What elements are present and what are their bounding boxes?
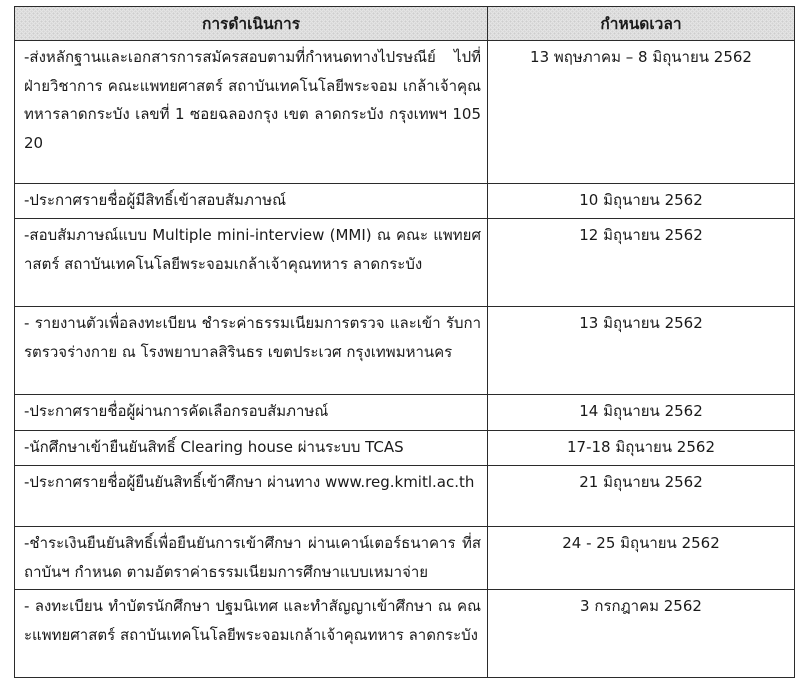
row-action: -นักศึกษาเข้ายืนยันสิทธิ์ Clearing house ผ่านระบบ TCAS (15, 431, 488, 466)
row-date: 21 มิถุนายน 2562 (488, 466, 795, 527)
table-row (15, 41, 795, 184)
table-header-row (15, 7, 795, 41)
row-action: - รายงานตัวเพื่อลงทะเบียน ชำระค่าธรรมเนียมการตรวจ และเข้า รับการตรวจร่างกาย ณ โรงพยาบาลสิรินธร เขตประเวศ กรุงเทพมหานคร (15, 307, 488, 395)
row-action: -ชำระเงินยืนยันสิทธิ์เพื่อยืนยันการเข้าศึกษา ผ่านเคาน์เตอร์ธนาคาร ที่สถาบันฯ กำหนด ตามอัตราค่าธรรมเนียมการศึกษาแบบเหมาจ่าย (15, 527, 488, 590)
schedule-document (14, 6, 794, 678)
row-action: -ส่งหลักฐานและเอกสารการสมัครสอบตามที่กำหนดทางไปรษณีย์ ไปที่ ฝ่ายวิชาการ คณะแพทยศาสตร์ สถาบันเทคโนโลยีพระจอม เกล้าเจ้าคุณทหารลาดกระบัง เลขที่ 1 ซอยฉลองกรุง เขต ลาดกระบัง กรุงเทพฯ 10520 (15, 41, 488, 184)
row-date: 12 มิถุนายน 2562 (488, 219, 795, 307)
table-row (15, 184, 795, 219)
row-date: 24 - 25 มิถุนายน 2562 (488, 527, 795, 590)
table-row (15, 431, 795, 466)
table-row (15, 307, 795, 395)
row-action: -สอบสัมภาษณ์แบบ Multiple mini-interview (MMI) ณ คณะ แพทยศาสตร์ สถาบันเทคโนโลยีพระจอมเกล้าเจ้าคุณทหาร ลาดกระบัง (15, 219, 488, 307)
table-row (15, 527, 795, 590)
row-action: - ลงทะเบียน ทำบัตรนักศึกษา ปฐมนิเทศ และทำสัญญาเข้าศึกษา ณ คณะแพทยศาสตร์ สถาบันเทคโนโลยีพระจอมเกล้าเจ้าคุณทหาร ลาดกระบัง (15, 590, 488, 678)
row-action: -ประกาศรายชื่อผู้มีสิทธิ์เข้าสอบสัมภาษณ์ (15, 184, 488, 219)
header-action: การดำเนินการ (15, 7, 488, 41)
schedule-table (14, 6, 795, 678)
row-date: 17-18 มิถุนายน 2562 (488, 431, 795, 466)
header-date: กำหนดเวลา (488, 7, 795, 41)
row-action: -ประกาศรายชื่อผู้ยืนยันสิทธิ์เข้าศึกษา ผ่านทาง www.reg.kmitl.ac.th (15, 466, 488, 527)
table-row (15, 219, 795, 307)
row-date: 13 พฤษภาคม – 8 มิถุนายน 2562 (488, 41, 795, 184)
row-date: 13 มิถุนายน 2562 (488, 307, 795, 395)
row-date: 14 มิถุนายน 2562 (488, 395, 795, 431)
table-row (15, 590, 795, 678)
row-action: -ประกาศรายชื่อผู้ผ่านการคัดเลือกรอบสัมภาษณ์ (15, 395, 488, 431)
row-date: 3 กรกฎาคม 2562 (488, 590, 795, 678)
row-date: 10 มิถุนายน 2562 (488, 184, 795, 219)
table-row (15, 466, 795, 527)
table-row (15, 395, 795, 431)
